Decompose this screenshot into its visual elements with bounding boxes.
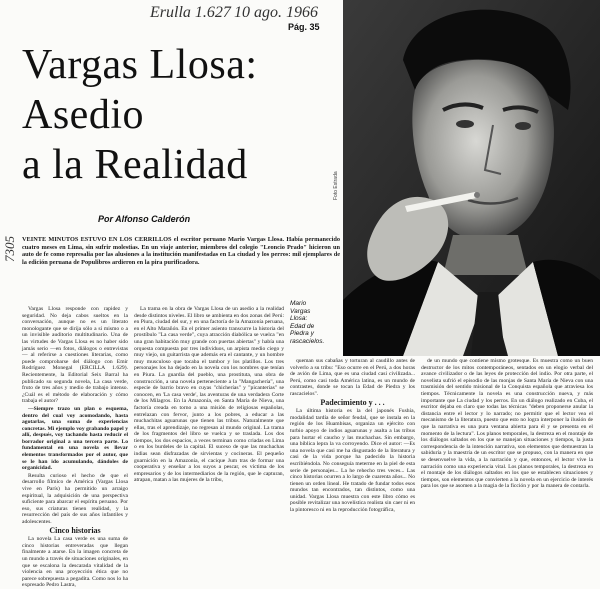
- photo-caption: [290, 300, 340, 345]
- article-title: [22, 40, 342, 190]
- paragraph: Resulta curioso el hecho de que el desarrollo fílmico de América (Vargas Llosa vive en París) ha permitido un arraigo espiritual, la adquisición de una perspectiva suficiente para abarcar el espíritu peruano. Por eso, sus criaturas tienen realidad, y la resurrección del país de sus años infantiles y adolescentes.: [22, 472, 128, 525]
- article-column-4: [421, 358, 593, 581]
- quote-paragraph: —Siempre trazo un plan o esquema, dentro del cual voy acomodando, hasta agotarlas, una suma de experiencias concretas. Mi ejemplo voy grabando papel y allí, después, voy tachando hasta reducir el borrador original a una tercera parte. Lo fundamental en una novela es llevar elementos transformados por el autor, que se le han ido acumulando, dándoles de organicidad.: [22, 405, 128, 472]
- page-label: Pág. 35: [288, 22, 320, 32]
- paragraph: La última historia es la del japonés Fushía, modalidad tardía de señor feudal, que se instala en la región de los Huambisas, organiza un ejército con turbio apoyo de indios aguarunas y asalta a las tribus para hurtar el caucho y las muchachas. Sin embargo, una bíblica lepra la va corroyendo. Dice el autor: —Es una novela que casi me ha disgustado de la literatura y casi de la vida porque ha padecido la historia escribiéndola. No conseguía meterme en la piel de esta serie de personajes... La he rehecho tres veces... Las cinco historias ocurren a lo largo de cuarenta años... No tienen un orden lineal. He tratado de fundar todos esos mundos tan encontrados, tan distintos, como una unidad. Vargas Llosa muestra con este libro cómo es posible revitalizar una novelística realista sin caer ni en la pintoresco ni en la reproducción fotográfica,: [290, 408, 415, 514]
- article-column-1: [22, 306, 128, 589]
- author-portrait-image: [343, 0, 600, 356]
- caption-line: Piedra y: [290, 330, 314, 337]
- photo-credit: Foto Estrada: [333, 171, 339, 200]
- section-heading: Padecimiento y . . .: [320, 397, 385, 407]
- title-line-3: a la Realidad: [22, 142, 248, 188]
- caption-line: Edad de: [290, 322, 315, 330]
- title-line-2: Asedio: [22, 92, 144, 138]
- paragraph: Vargas Llosa responde con rapidez y seguridad. No deja cabos sueltos en la conversación, aunque no es un literato monologante que se dirija sólo a sí mismo o a un invisible auditorio multitudinario. Una de las virtudes de Vargas Llosa es no haber sido jamás serio —en fotos, diálogos o entrevistas— al referirse a cuestiones literarias, como puede comprobarse del diálogo con Emir Rodríguez Monegal (ERCILLA 1.629). Recientemente, la Editorial Seix Barral ha publicado su segunda novela, La casa verde, fruto de tres años y medio de trabajo intenso. ¿Cuál es el método de elaboración y cómo trabaja el autor?: [22, 306, 128, 405]
- caption-line: Vargas: [290, 307, 311, 315]
- handwritten-margin-number: 7305: [2, 236, 17, 262]
- article-column-2: [134, 306, 284, 581]
- paragraph: La novela La casa verde es una suma de cinco historias entreveradas que llegan finalmente a atarse. En la imagen concreta de un mundo a través de situaciones originales, en que se escalona la descarada vitalidad de la violencia en una proyección ética que no parece sobrepuesta a pegadita. Como nos lo ha expresado Pedro Lastra,: [22, 536, 128, 589]
- lead-paragraph: VEINTE MINUTOS ESTUVO EN LOS CERRILLOS el escritor peruano Mario Vargas Llosa. Había permanecido cuatro meses en Lima, sin sufrir molestias. En un viaje anterior, miembros del colegio "Leoncio Prado" hicieron un auto de fe como represalia por las alusiones a la institución manifestadas en La ciudad y los perros: mil ejemplares de la edición peruana de Populibros ardieron en la pira purificadora.: [22, 236, 340, 266]
- handwritten-date: 10 ago. 1966: [234, 4, 318, 21]
- byline: Por Alfonso Calderón: [98, 214, 191, 224]
- handwritten-source: Erulla 1.627: [150, 4, 231, 21]
- caption-line: Llosa:: [290, 315, 308, 322]
- caption-line: rascacielos.: [290, 337, 325, 345]
- section-heading: Cinco historias: [49, 525, 101, 535]
- caption-line: Mario: [290, 300, 307, 307]
- article-column-3: [290, 358, 415, 581]
- paragraph: La trama en la obra de Vargas Llosa de un asedio a la realidad desde distintos niveles. El libro se ambienta en dos zonas del Perú: en Piura, ciudad del sur, y en una factoría de la Amazonía peruana, en el Alto Marañón. En el primer asiento transcurre la historia del prostíbulo "La casa verde", cuya atracción diabólica se vuelca "en una gran habitación muy grande con puertas abiertas" y había una orquesta compuesta por tres individuos, un arpista medio ciego y muy viejo, un guitarrista que además era el cantante, y un hombre muy musculoso que tocaba el tambor y los platillos. Los tres personajes los ha dejado en la novela con los nombres que tenían en Piura. La guardia del pueblo, una prostituta, una obra de construcción, a una novela perteneciente a la "Mangachería", una especie de barrio bravo en cuyas "chicherías" y "picanterías" se conocen, en 'La casa verde', las aventuras de una verdadera Corte de los Milagros. En la Amazonía, en Santa María de Nieva, una factoría creada en torno a una misión de religiosas españolas, entrelazan con fervor, junto a los pobres, a educar a las muchachitas aguarunas que tienen las tribus. Naturalmente que ellas, tras el aprendizaje, no regresan al mundo original. La trama de los fragmentos del libro se vuelca y se traslada. Los dos tiempos, los dos espacios, a veces terminan como criadas en Lima o en los burdeles de la capital. El suceso de que las muchachas indias sean disfrazadas de sirvientas y cocineras. El pequeño guarnición en la Amazonía, el cacique Jum tras de formar una cooperativa y enseñar a los suyos a pescar, es víctima de los empresarios y de los intermediarios de la región, que le capturan, atrapan, matan a las mujeres de la tribu,: [134, 306, 284, 484]
- title-line-1: Vargas Llosa:: [22, 42, 258, 88]
- author-photo: [343, 0, 600, 356]
- paragraph: de un mundo que contiene mismo grotesque. Es muestra como un buen destructor de los mitos contemporáneos, sentados en un elogio verbal del avance civilizador o de las leyes de protección del indio. Por otra parte, el novelista sufrió el episodio de las monjas de Santa María de Nieva con una trasmisión del sentido misional de la Conquista española que atraviesa los tiempos. Técnicamente la novela es una construcción nueva, y más importante que La ciudad y los perros. En un diálogo realizado en Cuba, el escritor dejaba en claro que todas las técnicas "deben proponerse anular la distancia entre el lector y lo narrado; no permitir que el lector vea el mecanismo de la literatura, puesto que esto no logra interponer la ilusión de que la narrativa es una pura ventana abierta para él y se presenta en el momento de la lectura". Los planos temporales, la destreza en el montaje de los diálogos saltados en los que se manejan situaciones y tiempos, la justa correspondencia de la intención narrativa, son elementos que demuestran la sabiduría y la maestría de un escritor que se propuso, con la manera en que se desenvuelve la vida, a la narración y que, entonces, el lector vive la narración como una experiencia vital. Los planos temporales, la destreza en el montaje de los diálogos saltados en los que se establecen situaciones y tiempos, son elementos que convierten a la novela en un ejercicio de interés para los que se asomen a la magia de la ficción y por la manera de contarla.: [421, 358, 593, 490]
- paragraph: queman sus cabañas y torturan al caudillo antes de volverlo a su tribu: "Eso ocurre en el Perú, a dos horas de avión de Lima, que es una ciudad casi civilizada... Perú, como casi toda América latina, es un mundo de contrastes, donde se tocan la Edad de Piedra y los rascacielos".: [290, 358, 415, 397]
